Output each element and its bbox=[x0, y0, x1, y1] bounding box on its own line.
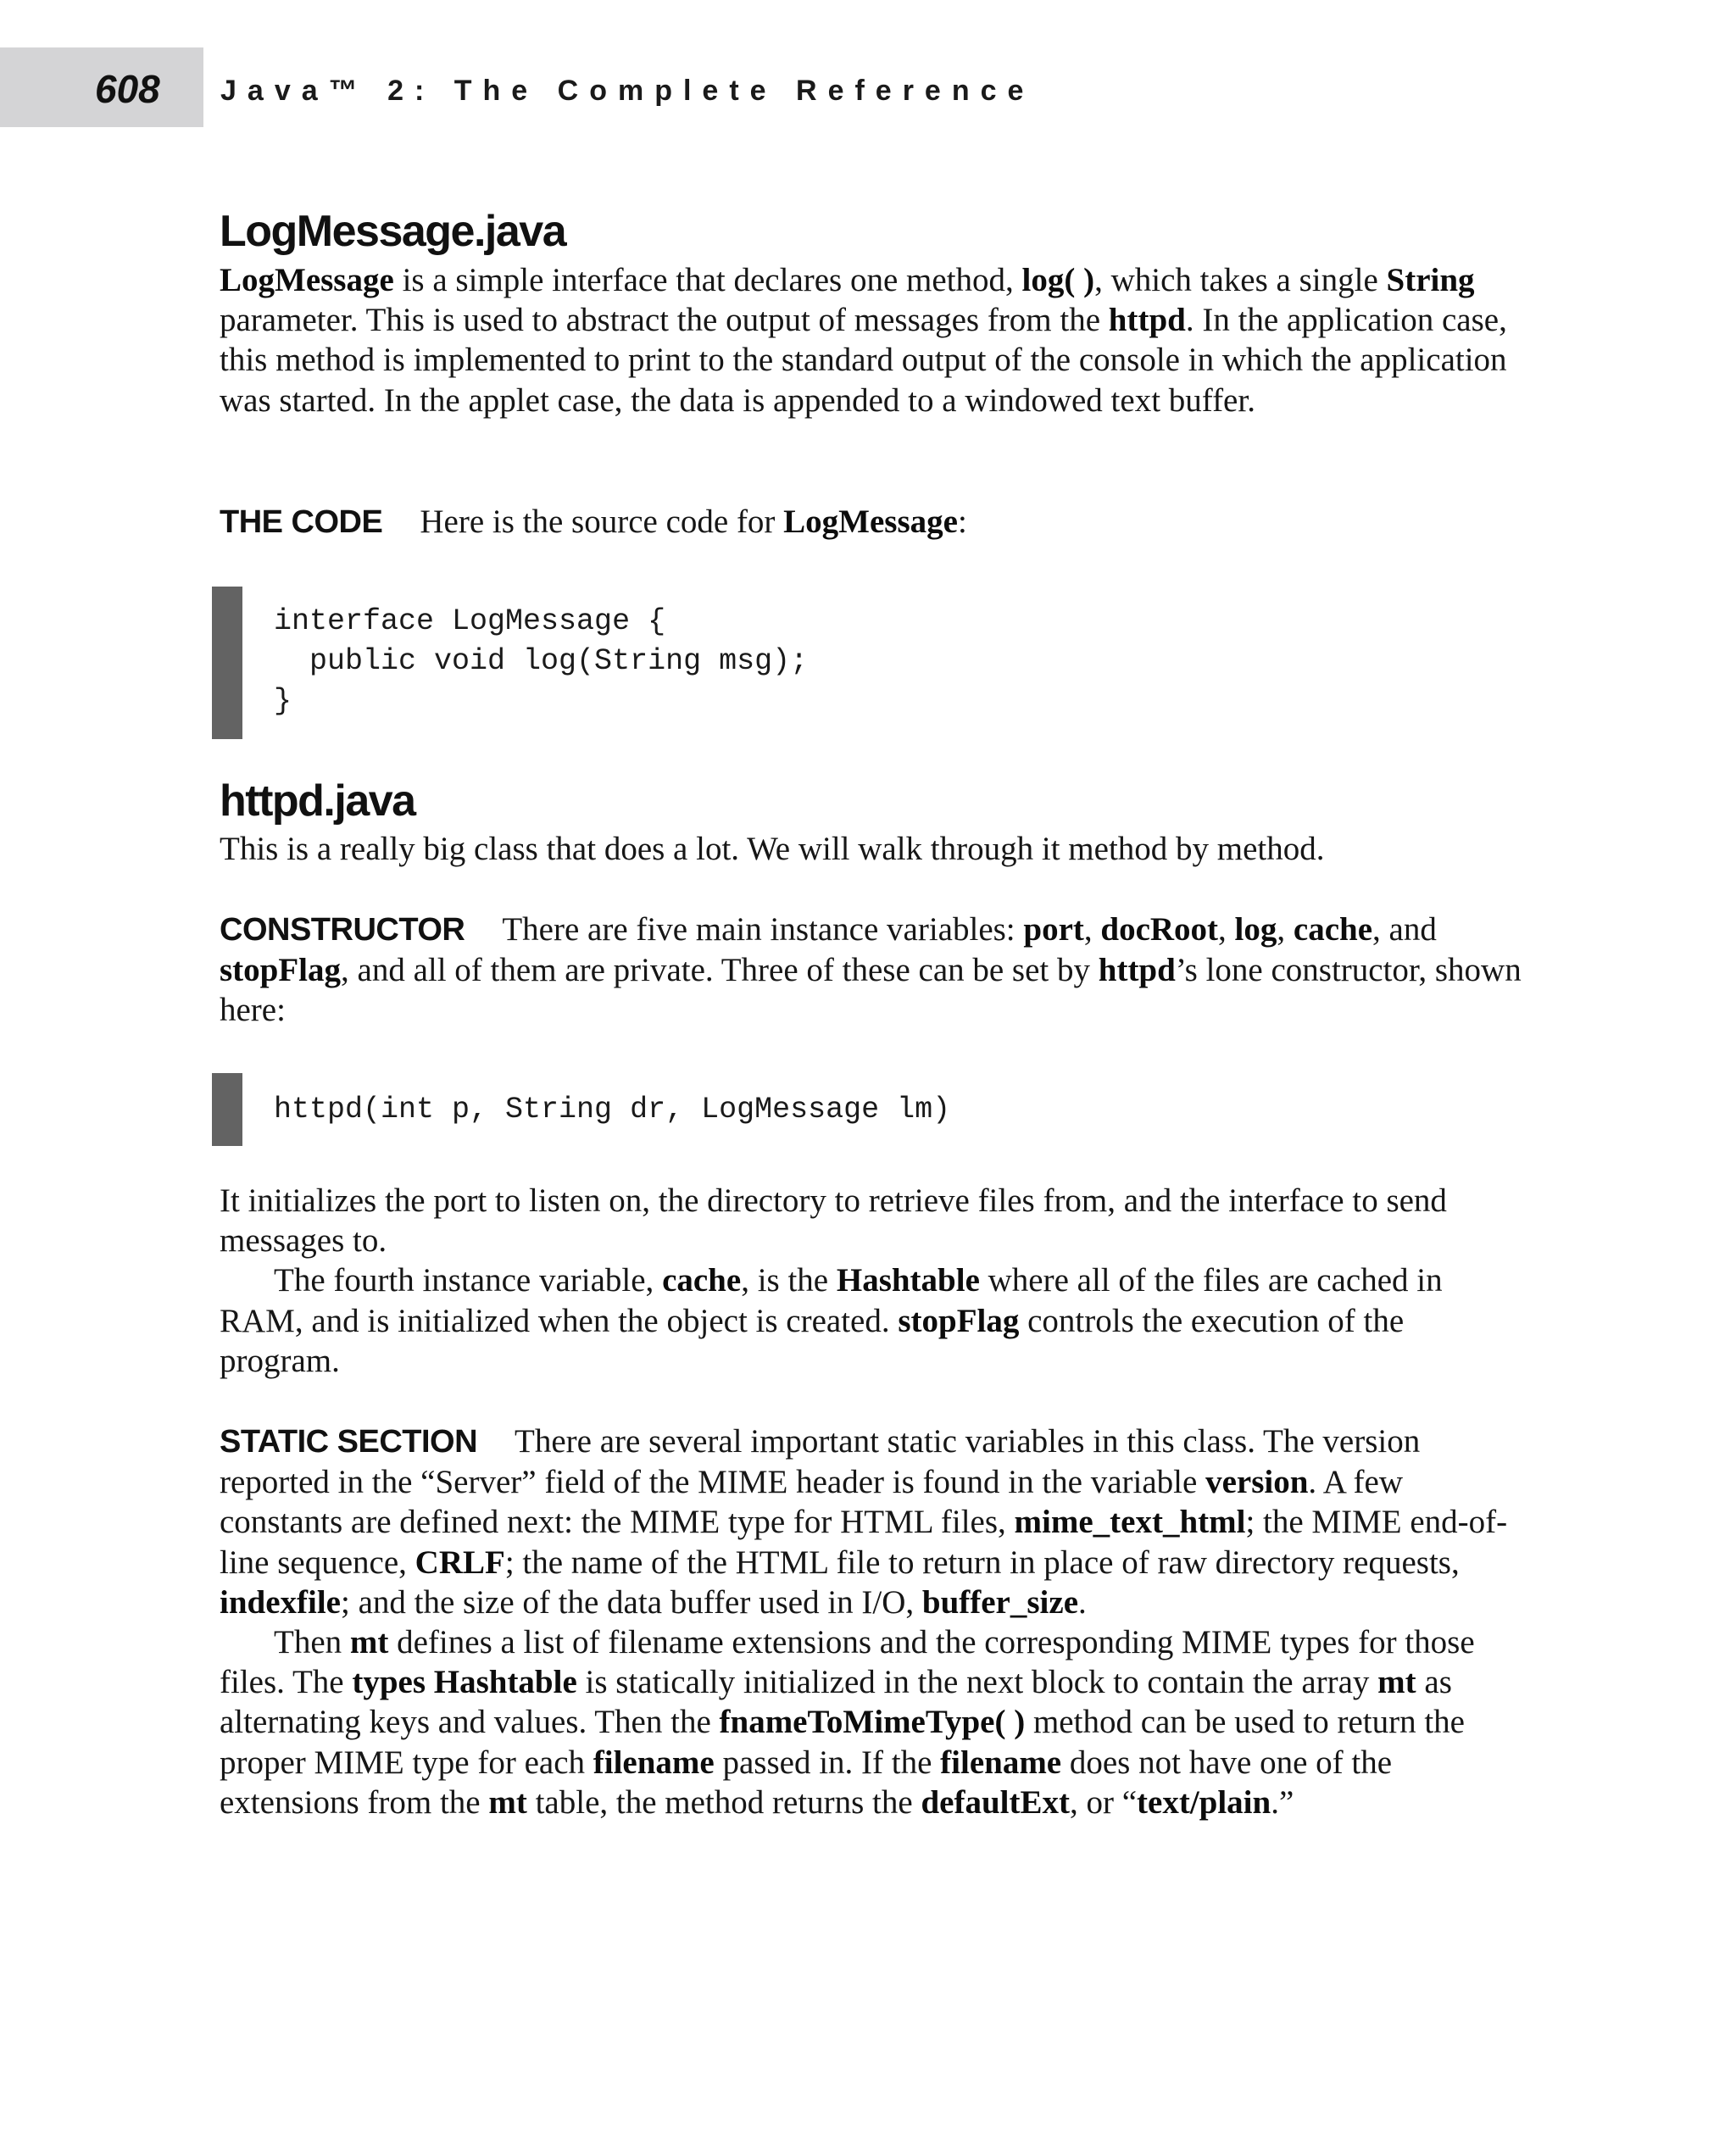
code-line: } bbox=[274, 684, 292, 718]
text-run: There are five main instance variables: bbox=[502, 911, 1024, 948]
text-run: is statically initialized in the next block to contain the array bbox=[576, 1664, 1378, 1701]
term: LogMessage bbox=[783, 503, 958, 540]
term: mt bbox=[488, 1783, 527, 1821]
code-block-logmessage bbox=[274, 602, 808, 721]
code-line: public void log(String msg); bbox=[274, 644, 809, 678]
text-run: . A few constants are defined next: the MIME type for HTML files, bbox=[220, 1464, 1403, 1541]
text-run: .” bbox=[1271, 1783, 1294, 1821]
text-run: , bbox=[1277, 911, 1294, 948]
code-block-bar bbox=[212, 587, 242, 739]
text-run: is a simple interface that declares one method, bbox=[393, 262, 1022, 298]
term: port bbox=[1023, 911, 1084, 948]
term: httpd bbox=[1098, 952, 1176, 989]
term: httpd bbox=[1108, 302, 1186, 339]
term: log bbox=[1234, 911, 1277, 948]
text-run: does not have one of the extensions from the bbox=[220, 1744, 1393, 1821]
term: LogMessage bbox=[220, 262, 394, 298]
static-section-paragraph bbox=[220, 1421, 1525, 1822]
term: types Hashtable bbox=[352, 1664, 577, 1701]
text-run: ; the MIME end-of-line sequence, bbox=[220, 1504, 1508, 1581]
section-heading-httpd: httpd.java bbox=[220, 776, 415, 826]
term: stopFlag bbox=[898, 1302, 1020, 1339]
term: String bbox=[1386, 262, 1475, 298]
text-run: , bbox=[1218, 911, 1235, 948]
term: stopFlag bbox=[220, 952, 342, 989]
code-block-constructor: httpd(int p, String dr, LogMessage lm) bbox=[274, 1093, 951, 1126]
term: filename bbox=[940, 1744, 1062, 1781]
text-run: where all of the files are cached in RAM, and is initialized when the object is created. bbox=[220, 1262, 1443, 1339]
term: mime_text_html bbox=[1014, 1504, 1246, 1541]
text-run: controls the execution of the program. bbox=[220, 1302, 1405, 1379]
text-run: . bbox=[1078, 1583, 1087, 1621]
constructor-explanation bbox=[220, 1181, 1525, 1381]
text-run: , bbox=[1083, 911, 1101, 948]
text-run: as alternating keys and values. Then the bbox=[220, 1664, 1452, 1741]
text-run: , and all of them are private. Three of these can be set by bbox=[341, 952, 1099, 989]
text-run: passed in. If the bbox=[714, 1744, 941, 1781]
the-code-paragraph bbox=[220, 502, 1525, 542]
text-run: , and bbox=[1372, 911, 1437, 948]
text-run: table, the method returns the bbox=[526, 1783, 921, 1821]
text-run: defines a list of filename extensions and the corresponding MIME types for those files. The bbox=[220, 1624, 1475, 1701]
text-run: This is a really big class that does a lot. We will walk through it method by method. bbox=[220, 831, 1325, 867]
term: defaultExt bbox=[921, 1783, 1070, 1821]
text-run: parameter. This is used to abstract the output of messages from the bbox=[220, 302, 1109, 339]
term: text/plain bbox=[1137, 1783, 1271, 1821]
mime-types-paragraph bbox=[220, 1622, 1525, 1822]
logmessage-intro-paragraph bbox=[220, 260, 1525, 420]
section-heading-logmessage: LogMessage.java bbox=[220, 207, 566, 256]
text-run: It initializes the port to listen on, the directory to retrieve files from, and the interface to send messages to. bbox=[220, 1182, 1447, 1260]
term: docRoot bbox=[1100, 911, 1219, 948]
text-run: . In the application case, this method is implemented to print to the standard output of the console in which the application was started. In the applet case, the data is appended to a windowed text buffer. bbox=[220, 302, 1507, 419]
httpd-intro-paragraph bbox=[220, 829, 1525, 869]
text-run: ; the name of the HTML file to return in place of raw directory requests, bbox=[504, 1544, 1460, 1581]
text-run: ; and the size of the data buffer used in I/O, bbox=[341, 1583, 922, 1621]
code-block-bar bbox=[212, 1073, 242, 1146]
running-title: Java™ 2: The Complete Reference bbox=[220, 75, 1035, 107]
term: Hashtable bbox=[836, 1262, 980, 1299]
run-in-heading-constructor: CONSTRUCTOR bbox=[220, 912, 465, 948]
term: version bbox=[1205, 1464, 1309, 1501]
term: fnameToMimeType( ) bbox=[719, 1704, 1026, 1741]
term: CRLF bbox=[415, 1544, 505, 1581]
text-run: ’s lone constructor, shown here: bbox=[220, 952, 1522, 1029]
text-run: , or “ bbox=[1069, 1783, 1138, 1821]
code-line: interface LogMessage { bbox=[274, 604, 666, 638]
term: filename bbox=[593, 1744, 715, 1781]
text-run: : bbox=[957, 503, 967, 540]
text-run: method can be used to return the proper MIME type for each bbox=[220, 1704, 1465, 1781]
term: mt bbox=[349, 1624, 389, 1661]
page-number: 608 bbox=[95, 67, 160, 111]
term: indexfile bbox=[220, 1583, 341, 1621]
text-run: Here is the source code for bbox=[420, 503, 784, 540]
text-run: Then bbox=[274, 1624, 350, 1661]
term: cache bbox=[1293, 911, 1373, 948]
text-run: The fourth instance variable, bbox=[274, 1262, 663, 1299]
term: log( ) bbox=[1021, 262, 1095, 298]
text-run: , which takes a single bbox=[1094, 262, 1387, 298]
text-run: There are several important static variables in this class. The version reported in the “Server” field of the MIME header is found in the variable bbox=[220, 1423, 1421, 1501]
run-in-heading-static-section: STATIC SECTION bbox=[220, 1424, 478, 1460]
constructor-paragraph bbox=[220, 909, 1525, 1031]
run-in-heading-the-code: THE CODE bbox=[220, 504, 383, 540]
text-run: , is the bbox=[741, 1262, 837, 1299]
term: buffer_size bbox=[921, 1583, 1078, 1621]
term: cache bbox=[662, 1262, 742, 1299]
term: mt bbox=[1377, 1664, 1416, 1701]
cache-paragraph bbox=[220, 1260, 1525, 1381]
